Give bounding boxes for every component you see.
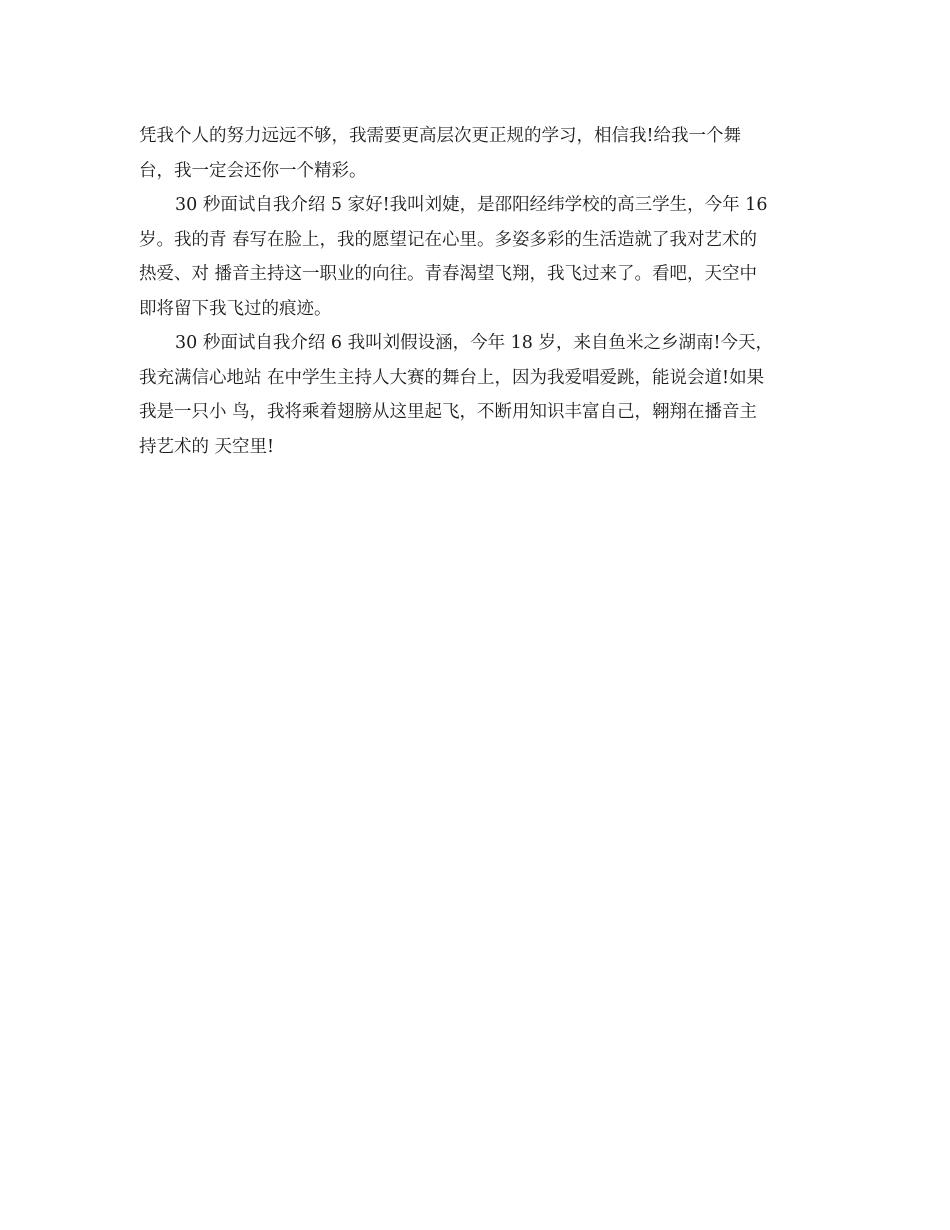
document-body (139, 119, 819, 464)
text-line: 30 秒面试自我介绍 5 家好!我叫刘婕，是邵阳经纬学校的高三学生，今年 16 (175, 195, 768, 215)
text-line: 我充满信心地站 在中学生主持人大赛的舞台上，因为我爱唱爱跳，能说会道!如果 (139, 367, 765, 388)
text-line: 我是一只小 鸟，我将乘着翅膀从这里起飞，不断用知识丰富自己，翱翔在播音主 (139, 402, 758, 422)
text-line: 30 秒面试自我介绍 6 我叫刘假设涵，今年 18 岁，来自鱼米之乡湖南!今天， (175, 333, 774, 353)
text-line: 岁。我的青 春写在脸上，我的愿望记在心里。多姿多彩的生活造就了我对艺术的 (139, 229, 758, 250)
text-line: 台，我一定会还你一个精彩。 (139, 160, 367, 181)
paragraph-intro-6 (139, 326, 819, 464)
paragraph-continuation (139, 119, 819, 188)
text-line: 持艺术的 天空里! (139, 436, 275, 457)
paragraph-intro-5 (139, 188, 819, 326)
text-line: 凭我个人的努力远远不够，我需要更高层次更正规的学习，相信我!给我一个舞 (139, 126, 742, 146)
text-line: 热爱、对 播音主持这一职业的向往。青春渴望飞翔，我飞过来了。看吧，天空中 (139, 264, 758, 284)
text-line: 即将留下我飞过的痕迹。 (139, 298, 332, 319)
